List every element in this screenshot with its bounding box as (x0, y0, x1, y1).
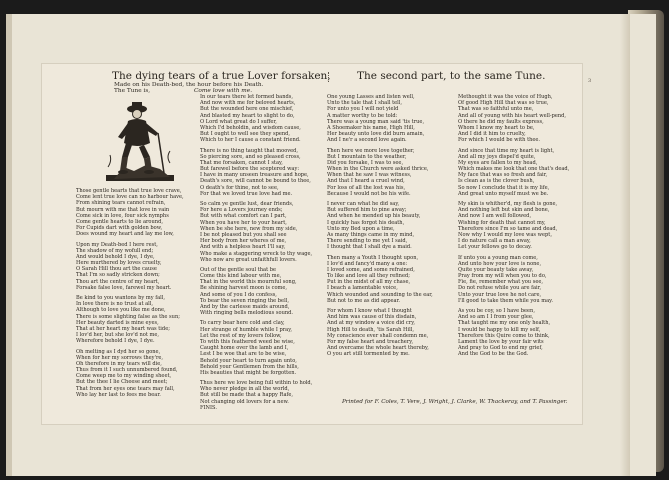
verse-line: A matter worthy to be told: (327, 112, 398, 119)
verse-line: For here a Lovers journey ends; (200, 207, 283, 214)
verse-line: Behold your Gentlemen from the hills, (200, 363, 299, 370)
verse-line: I'll good to take them while you may. (458, 297, 553, 304)
verse-line: But suffered him to pine away; (327, 207, 407, 214)
verse-line: Unto my Bed upon a time, (327, 225, 395, 232)
verse-line: O you art still tormented by me. (327, 351, 410, 358)
column-3 (327, 94, 452, 358)
verse-line: But with what comfort can I part, (200, 213, 287, 220)
verse-line: When you have her to your heart, (200, 219, 287, 226)
verse-line: Who lay her last to fees me bear. (76, 391, 161, 398)
verse-line: And unto how your love is none, (458, 260, 542, 267)
verse-line: Unto the tale that I shall tell, (327, 100, 403, 107)
verse-line: My conscience ever shall condemn me, (327, 332, 429, 339)
verse-line: The shadow of my wofull end; (76, 247, 154, 254)
verse-line: Does wound my heart and lay me low, (76, 231, 174, 238)
verse-line: There was a young man said 'tis true, (327, 118, 425, 125)
verse-line: And when he mended up his beauty, (327, 213, 421, 220)
verse-line: As you be coy, so I have been, (458, 308, 535, 314)
verse-line: My face that was so fresh and fair, (458, 172, 548, 179)
verse-line: And the God to be the God. (458, 351, 529, 358)
page-number: 3 (588, 78, 592, 84)
verse-line: But farewel before the sceptered way: (200, 166, 300, 173)
verse-line: Be shining harvest moon is come, (200, 285, 288, 292)
verse-line: Thou art the centre of my heart, (76, 278, 160, 285)
verse-line: And all my joys dispel'd quite, (458, 153, 536, 160)
verse-line: That at her heart my heart was tide; (76, 325, 170, 332)
verse-line: Oh therefore in my tears will die, (76, 360, 162, 367)
verse-line: I thought that I shall dye a maid. (327, 244, 412, 251)
verse-line: If unto you a young man come, (458, 254, 538, 261)
verse-line: Whom I know my heart to be, (458, 124, 535, 131)
verse-line: For that we loved true love had me. (200, 190, 293, 197)
verse-line: Her beauty darted is mine eyes, (76, 319, 159, 326)
imprint: Printed for F. Coles, T. Vere, J. Wright, J. Clarke, W. Thackeray, and T. Passinger. (342, 399, 568, 405)
verse-line: When for her my sorrows they're, (76, 354, 164, 361)
verse-line: I loved some, and some refrained, (327, 266, 415, 273)
verse-line: Lest I be woe that are to be wise, (200, 351, 287, 358)
verse-line: Come weep me to my winding sheet, (76, 373, 172, 380)
verse-line: Did you forsake, I was to see, (327, 159, 404, 166)
verse-line: And at my window a voice did cry, (327, 320, 416, 327)
verse-line: Her strange of humble while I pray, (200, 326, 293, 333)
verse-line: Upon my Death-bed I here rest, (76, 241, 158, 248)
verse-line: But the wounded here one mischief, (200, 106, 294, 113)
verse-line: Thus from it I such unnumbered found, (76, 367, 178, 374)
verse-line: That in the world this mournful song, (200, 279, 297, 286)
verse-line: Not changing old lovers for a new. (200, 398, 289, 405)
verse-line: Caught home over the lamb and I, (200, 345, 289, 352)
verse-line: Pray from my will when you to do, (458, 273, 547, 280)
verse-line: Unto your true love he not care, (458, 291, 542, 298)
subtitle-death-bed: Made on his Death-bed, the hour before his Death. (114, 82, 264, 88)
verse-line: His beauties that might be forgotten. (200, 369, 297, 376)
verse-line: For whom I know what I thought (327, 308, 412, 314)
verse-line: I lov'd and fancy'd many a one: (327, 260, 408, 267)
verse-line: And would behold I dye, I dye, (76, 253, 155, 260)
verse-line: FINIS. (200, 404, 217, 411)
verse-line: Methought it was the voice of Hugh, (458, 94, 553, 100)
verse-line: Who make a staggering wreck to thy wage, (200, 250, 313, 257)
verse-line: To carry bear here cold and clay, (200, 320, 285, 327)
verse-line: Wherefore behold I dye, I dye. (76, 338, 155, 345)
verse-line: But I mountain to the weather, (327, 153, 407, 160)
verse-line: Quite your beauty take away, (458, 266, 534, 273)
verse-line: For loss of all the lost was his, (327, 184, 406, 191)
subtitle-tune: The Tune is, (114, 88, 151, 94)
verse-line: Her body from her wheres of me, (200, 238, 287, 245)
verse-line: And overcame the whole heart thereby, (327, 345, 429, 352)
verse-line: Who now are great unfaithfull lovers. (200, 256, 297, 263)
verse-line: Wishing for death that cannot my, (458, 219, 546, 226)
verse-line: O death's for thine, not to see, (200, 184, 279, 191)
verse-line: When be she here, new from my side, (200, 225, 298, 232)
verse-line: In love there is no trust at all, (76, 301, 154, 308)
verse-line: When in the Church were asked thrice, (327, 166, 429, 173)
verse-line: Which makes me look that one that's dead, (458, 166, 570, 173)
verse-line: O Sarah Hill thou art the cause (76, 266, 157, 273)
verse-line: Let the rest of my lovers follow, (200, 332, 282, 339)
verse-line: So piercing sore, and so pleased cross, (200, 153, 301, 160)
verse-line: My skin is whither'd, my flesh is gone, (458, 201, 558, 207)
verse-line: For which I would be with thee. (458, 137, 541, 144)
verse-line: And by the carlesse maids around, (200, 304, 290, 310)
verse-line: That from her eyes one tears may fall, (76, 385, 175, 392)
verse-line: Then here we more love together, (327, 147, 415, 154)
verse-line: When that he saw I was witness, (327, 172, 412, 179)
verse-line: To bear the seven ringing the bell, (200, 297, 289, 304)
verse-line: And so am I I from your glee, (458, 314, 534, 321)
verse-line: I be not pleased but you shall see (200, 231, 287, 238)
verse-line: That was so faithful unto me, (458, 106, 534, 113)
verse-line: And blasted my heart to slight to do, (200, 112, 295, 119)
verse-line: My eyes are fallen to my head, (458, 159, 538, 166)
verse-line: Those gentle hearts that true love crave, (76, 188, 182, 194)
verse-line: Come sick in love, four sick nymphs (76, 212, 169, 219)
verse-line: Be kind to you wantons by my fall, (76, 295, 166, 301)
verse-line: Therefore this Quire come to think, (458, 332, 550, 339)
verse-line: Therefore since I'm so tame and dead, (458, 225, 558, 232)
verse-line: As many things came in my mind, (327, 231, 415, 238)
verse-line: Who never pledge in all the world, (200, 386, 290, 393)
verse-line: But the thee I lie Cheese and meet; (76, 379, 168, 386)
verse-line: And pray to God to end my grief, (458, 345, 543, 352)
verse-line: Which to her I cause a constant friend. (200, 137, 301, 144)
verse-line: Come lent true love can no harbour have, (76, 194, 184, 201)
verse-line: From shining tears cannot refrain, (76, 200, 166, 207)
verse-line: But I ought to well see they spend, (200, 131, 291, 138)
verse-line: Then many a Youth I thought upon, (327, 254, 419, 261)
verse-line: But still be made that a happy Rafe, (200, 392, 294, 399)
verse-line: I beach a lamentable voice, (327, 285, 398, 292)
verse-line: With ringing bells melodious sound. (200, 310, 294, 317)
verse-line: Here murthered by loves cruelty, (76, 260, 162, 267)
subtitle-tune-name: Come love with me. (194, 88, 253, 94)
verse-line: And that I heard a cruel wind, (327, 178, 405, 185)
verse-line: That I'm so sadly stricken down; (76, 272, 160, 279)
verse-line: There sending to me yet I said, (327, 238, 408, 245)
column-4 (458, 94, 582, 358)
verse-line: Thus here we love being full within to hold, (200, 380, 313, 387)
verse-line: A Shoemaker his name, High Hill, (327, 124, 415, 131)
verse-line: That me forsaken, cannot I stay, (200, 159, 283, 166)
verse-line: There is no thing taught that mooved, (200, 147, 299, 154)
verse-line: Behold your heart to turn again unto, (200, 357, 297, 364)
verse-line: I quickly has forgot his death, (327, 219, 405, 226)
verse-line: Forsake false love, farewel my heart. (76, 284, 172, 291)
verse-line: I lov'd her, but she lov'd not me, (76, 332, 159, 339)
man-with-cane-woodcut-icon (104, 97, 176, 187)
album-gutter (620, 14, 630, 476)
verse-line: I never can what he did say, (327, 201, 400, 207)
verse-line: So now I conclude that it is my life, (458, 184, 550, 191)
verse-line: And now I am well followed, (458, 213, 532, 220)
verse-line: Because I would not be his wife. (327, 190, 411, 197)
verse-line: And since that time my heart is light, (458, 147, 555, 154)
verse-line: In our tears there let formed bands, (200, 94, 293, 100)
verse-line: Put in the midst of all my chase, (327, 279, 411, 286)
verse-line: So calm ye gentle lust, dear friends, (200, 201, 294, 207)
verse-line: And with a helpless heart I'll say, (200, 244, 286, 251)
verse-line: For unto you I will not yield (327, 106, 399, 113)
verse-line: Come this kind labour with me, (200, 273, 282, 280)
verse-line: And some of you I do confess, (200, 291, 277, 298)
verse-line: But mourn with me that love in vain (76, 206, 170, 213)
verse-line: Although to love you like me done, (76, 307, 166, 314)
verse-line: One young Lasses and listen well, (327, 94, 415, 100)
verse-line: That taught me my one only health, (458, 320, 551, 327)
verse-line: For my false heart and treachery, (327, 338, 414, 345)
verse-line: Is clean as is the clover bush, (458, 178, 535, 185)
verse-line: Oh melting as I dyd her so gone, (76, 348, 161, 355)
verse-line: Her beauty unto love did burn amain, (327, 131, 425, 138)
verse-line: High Hill to death, 'tis Sarah Hill, (327, 326, 414, 333)
verse-line: Of good High Hill that was so true, (458, 100, 549, 107)
verse-line: I have in many unseen treasure and hope, (200, 172, 309, 179)
verse-line: I would be happy to kill my self, (458, 326, 541, 333)
verse-line: To with this feathered weed be wise, (200, 338, 295, 345)
verse-line: Let your fellows go to decay. (458, 244, 532, 251)
column-2 (200, 94, 318, 411)
verse-line: Which wounded and sounding to the ear, (327, 291, 433, 298)
verse-line: But not to me as did appear. (327, 297, 401, 304)
verse-line: Out of the gentle soul that be (200, 266, 277, 273)
verse-line: There is some slighting false as the sun; (76, 313, 180, 320)
verse-line: For Cupids dart with golden bow, (76, 225, 163, 232)
verse-line: Come gentle hearts to lie around, (76, 218, 163, 225)
verse-line: I do nature call a man away, (458, 238, 531, 245)
verse-line: To like and love all they refined; (327, 273, 410, 280)
verse-line: And nothing left but skin and bone, (458, 207, 550, 214)
title-separator (328, 72, 330, 82)
verse-line: Do not refuse while you are fair, (458, 285, 542, 292)
verse-line: Now why I would my love was wept, (458, 231, 552, 238)
verse-line: O Lord what great do I suffer, (200, 118, 277, 125)
verse-line: Death's sore, will cannot be bound to thee, (200, 178, 311, 185)
verse-line: And all of young with his heart well-pend, (458, 112, 567, 119)
verse-line: O there he did my faults express, (458, 118, 544, 125)
verse-line: And him was cause of this disdain, (327, 314, 417, 321)
verse-line: And now with me for beloved hearts, (200, 100, 296, 107)
verse-line: Fie, fie, remember what you see, (458, 279, 543, 286)
verse-line: And I did it him to cruelty, (458, 131, 526, 138)
verse-line: And I ne'r a second love again. (327, 137, 407, 144)
verse-line: Which I'd beholdin, and wisdom cause, (200, 124, 301, 131)
verse-line: And great unto myself must we be. (458, 190, 549, 197)
verse-line: Lament the love by your fair wits (458, 338, 544, 345)
title-left: The dying tears of a true Lover forsaken, (112, 70, 331, 82)
title-right: The second part, to the same Tune. (357, 70, 546, 82)
broadside-sheet (42, 64, 582, 424)
